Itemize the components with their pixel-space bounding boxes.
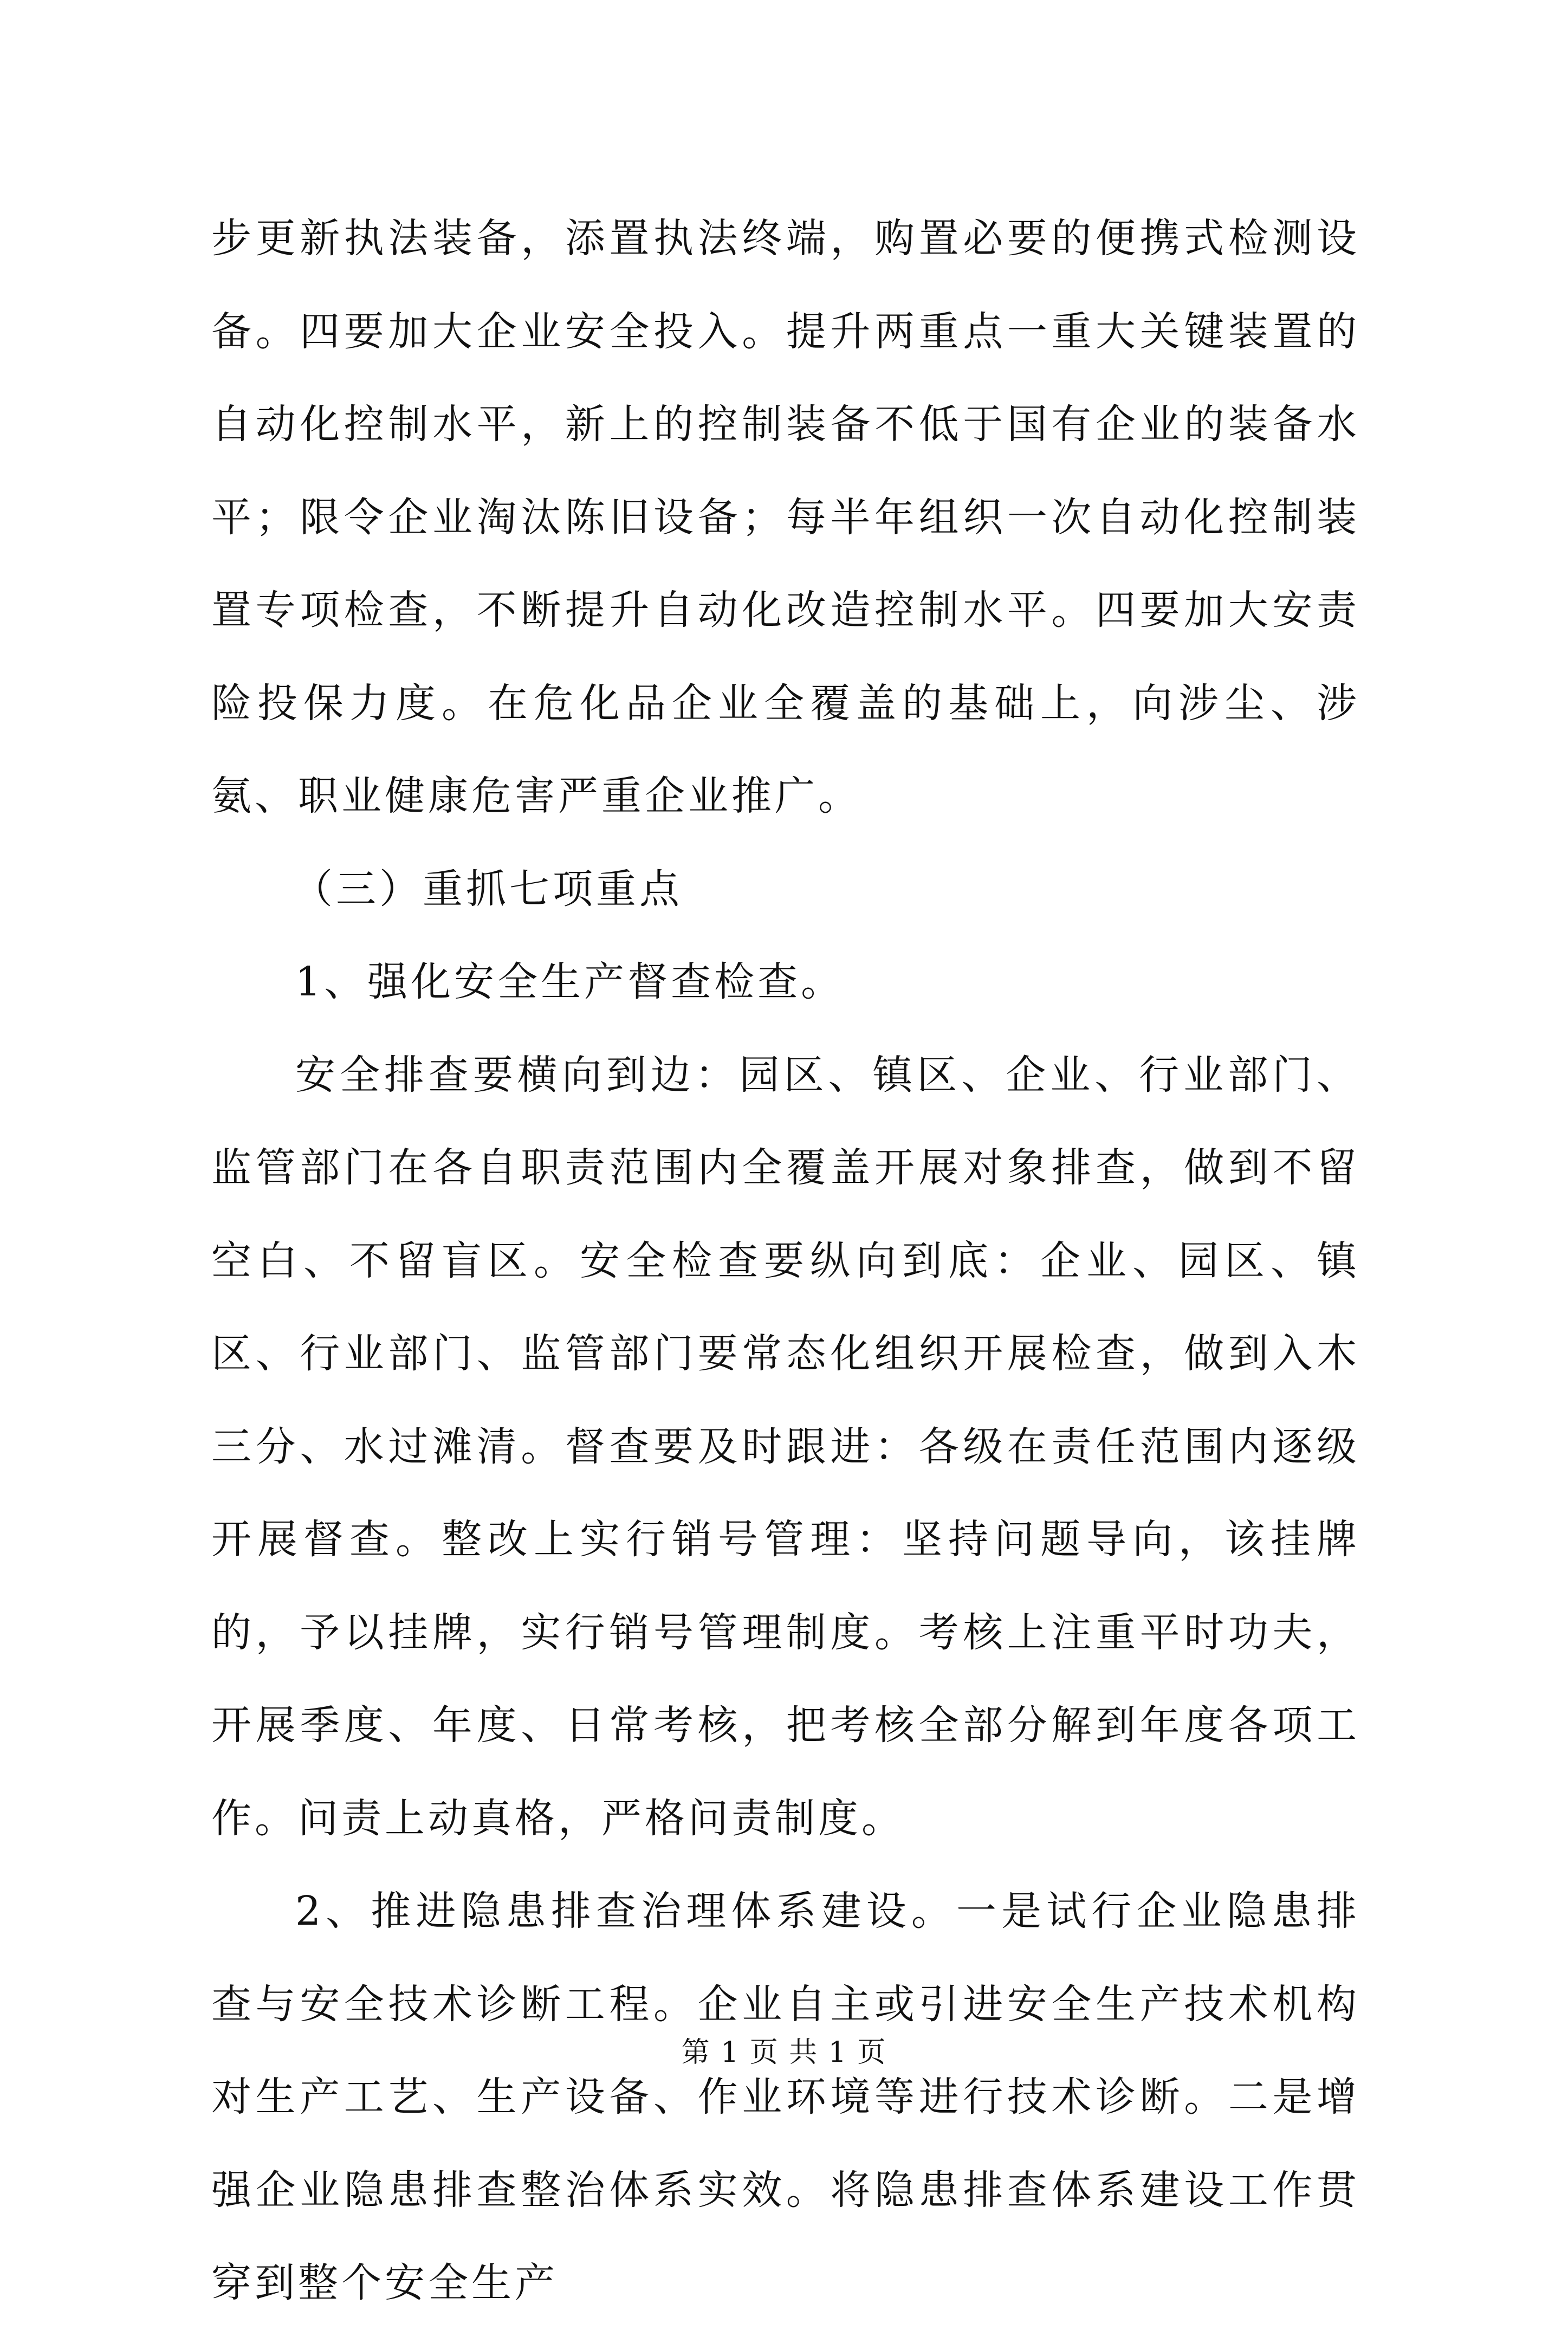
paragraph-equipment-investment: 步更新执法装备，添置执法终端，购置必要的便携式检测设备。四要加大企业安全投入。提升两重点一重大关键装置的自动化控制水平，新上的控制装备不低于国有企业的装备水平；限令企业淘汰陈旧设备；每半年组织一次自动化控制装置专项检查，不断提升自动化改造控制水平。四要加大安责险投保力度。在危化品企业全覆盖的基础上，向涉尘、涉氨、职业健康危害严重企业推广。 <box>211 215 1360 819</box>
page-footer: 第 1 页 共 1 页 <box>681 2036 887 2069</box>
paragraph-safety-inspection: 安全排查要横向到边：园区、镇区、企业、行业部门、监管部门在各自职责范围内全覆盖开展对象排查，做到不留空白、不留盲区。安全检查要纵向到底：企业、园区、镇区、行业部门、监管部门要常态化组织开展检查，做到入木三分、水过滩清。督查要及时跟进：各级在责任范围内逐级开展督查。整改上实行销号管理：坚持问题导向，该挂牌的，予以挂牌，实行销号管理制度。考核上注重平时功夫，开展季度、年度、日常考核，把考核全部分解到年度各项工作。问责上动真格，严格问责制度。 <box>211 1051 1360 1842</box>
paragraph-hazard-investigation: 2、推进隐患排查治理体系建设。一是试行企业隐患排查与安全技术诊断工程。企业自主或引进安全生产技术机构对生产工艺、生产设备、作业环境等进行技术诊断。二是增强企业隐患排查整治体系实效。将隐患排查体系建设工作贯穿到整个安全生产 <box>211 1888 1360 2306</box>
section-heading-seven-priorities: （三）重抓七项重点 <box>293 865 683 912</box>
item-heading-safety-inspection: 1、强化安全生产督查检查。 <box>295 959 845 1005</box>
document-body <box>211 192 1360 2330</box>
